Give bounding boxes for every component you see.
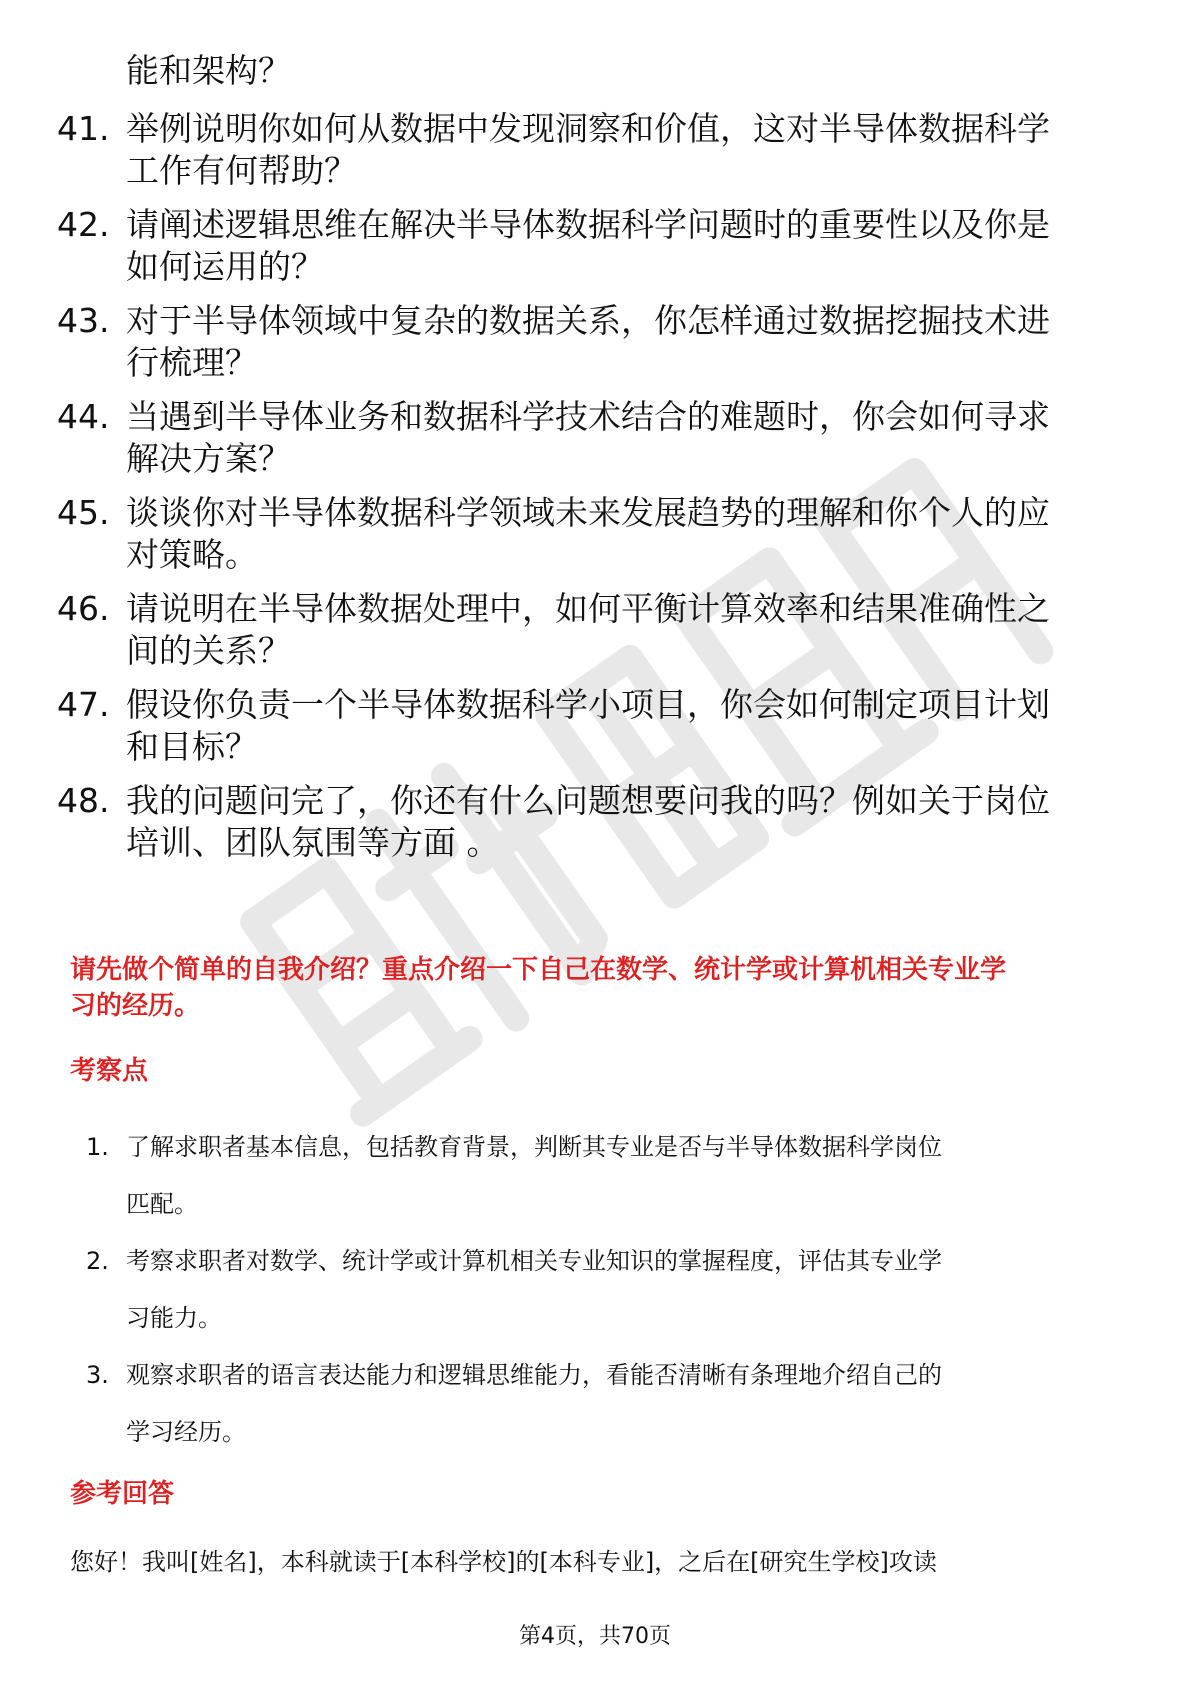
question-text: 谈谈你对半导体数据科学领域未来发展趋势的理解和你个人的应 对策略。 [126, 493, 1050, 574]
question-number: 42. [57, 205, 110, 244]
question-text: 我的问题问完了，你还有什么问题想要问我的吗？例如关于岗位 培训、团队氛围等方面 。 [126, 781, 1050, 862]
point-number: 3. [86, 1361, 109, 1389]
point-text: 观察求职者的语言表达能力和逻辑思维能力，看能否清晰有条理地介绍自己的 学习经历。 [126, 1361, 942, 1446]
examination-label: 考察点 [70, 1056, 149, 1086]
reference-answer-label: 参考回答 [70, 1479, 175, 1509]
question-text: 假设你负责一个半导体数据科学小项目，你会如何制定项目计划 和目标？ [126, 685, 1050, 766]
reference-answer-text: 您好！我叫[姓名]，本科就读于[本科学校]的[本科专业]，之后在[研究生学校]攻读 [70, 1548, 937, 1576]
point-text: 考察求职者对数学、统计学或计算机相关专业知识的掌握程度，评估其专业学 习能力。 [126, 1247, 942, 1332]
question-text: 举例说明你如何从数据中发现洞察和价值，这对半导体数据科学 工作有何帮助？ [126, 109, 1050, 190]
question-number: 45. [57, 493, 110, 532]
question-number: 47. [57, 685, 110, 724]
question-continuation: 能和架构？ [126, 51, 291, 90]
question-number: 41. [57, 109, 110, 148]
question-number: 48. [57, 781, 110, 820]
point-number: 2. [86, 1247, 109, 1275]
question-text: 请阐述逻辑思维在解决半导体数据科学问题时的重要性以及你是 如何运用的？ [126, 205, 1050, 286]
question-number: 44. [57, 397, 110, 436]
question-number: 43. [57, 301, 110, 340]
question-text: 对于半导体领域中复杂的数据关系，你怎样通过数据挖掘技术进 行梳理？ [126, 301, 1050, 382]
featured-question-heading: 请先做个简单的自我介绍？重点介绍一下自己在数学、统计学或计算机相关专业学 习的经历。 [70, 955, 1007, 1021]
question-number: 46. [57, 589, 110, 628]
point-number: 1. [86, 1133, 109, 1161]
page-footer: 第4页，共70页 [519, 1624, 671, 1649]
point-text: 了解求职者基本信息，包括教育背景，判断其专业是否与半导体数据科学岗位 匹配。 [126, 1133, 942, 1218]
question-text: 请说明在半导体数据处理中，如何平衡计算效率和结果准确性之 间的关系？ [126, 589, 1050, 670]
question-text: 当遇到半导体业务和数据科学技术结合的难题时，你会如何寻求 解决方案？ [126, 397, 1050, 478]
